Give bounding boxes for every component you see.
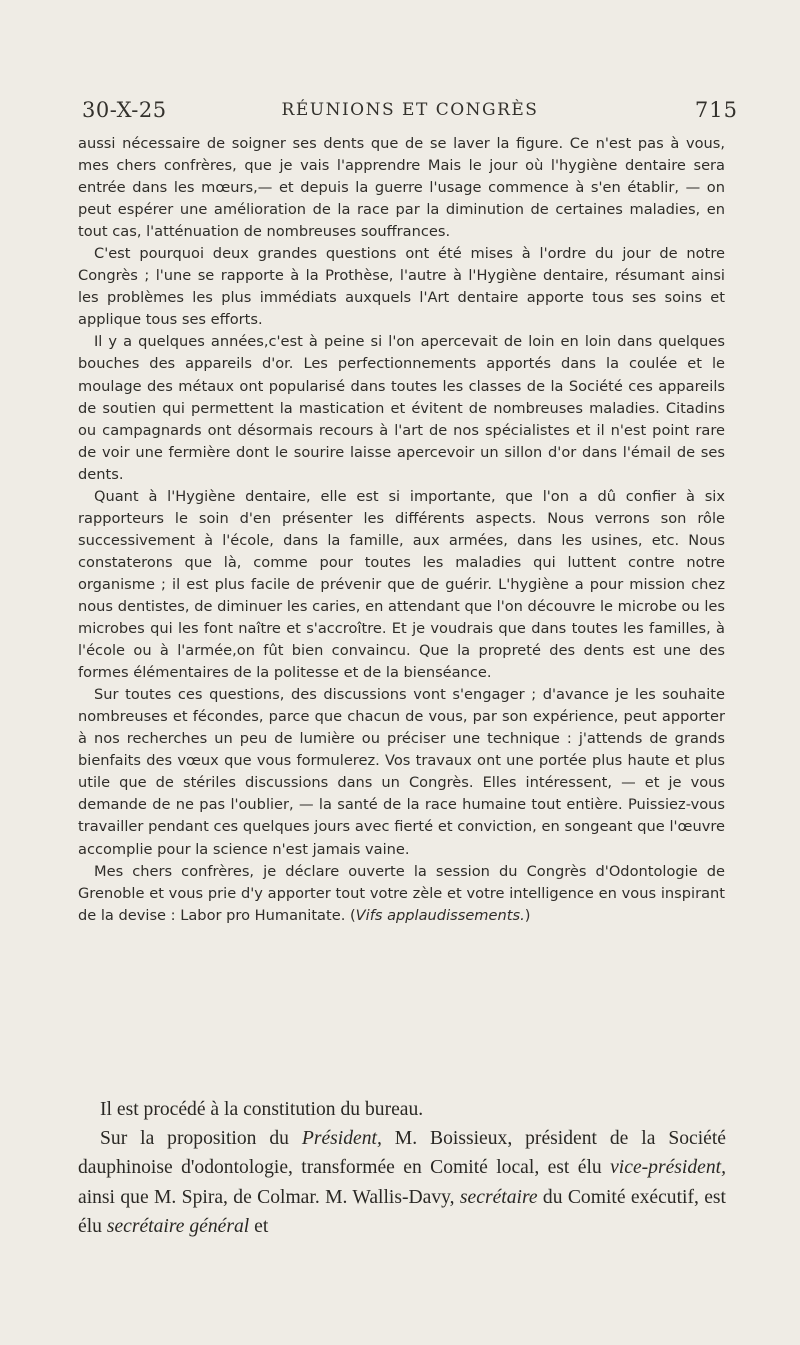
- applause-note: Vifs applaudissements.: [355, 906, 525, 924]
- minutes-text-run: M. Boissieux, président de la Société dauphinoise d'odontologie, transformée en Comité local, est élu: [78, 1128, 726, 1179]
- minutes-text-run: Sur la proposition du: [100, 1128, 302, 1150]
- minutes-text-run: ainsi que M. Spira, de Colmar. M. Wallis-Davy,: [78, 1186, 460, 1208]
- paragraph: aussi nécessaire de soigner ses dents que de se laver la figure. Ce n'est pas à vous, mes chers confrères, que je vais l'apprendre Mais le jour où l'hygiène dentaire sera entrée dans les mœurs,— et depuis la guerre l'usage commence à s'en établir, — on peut espérer une amélioration de la race par la diminution de certaines maladies, en tout cas, l'atténuation de nombreuses souffrances.: [78, 135, 725, 241]
- paragraph: C'est pourquoi deux grandes questions ont été mises à l'ordre du jour de notre Congrès ; l'une se rapporte à la Prothèse, l'autre à l'Hygiène dentaire, résumant ainsi les problèmes les plus immédiats auxquels l'Art dentaire apporte tous ses soins et applique tous ses efforts.: [78, 245, 725, 329]
- minutes-paragraph: Il est procédé à la constitution du bureau.: [100, 1099, 424, 1120]
- paragraph: [78, 861, 725, 927]
- title-president: Président,: [301, 1128, 382, 1150]
- page-number: 715: [694, 98, 738, 122]
- header-date: 30-X-25: [82, 98, 167, 122]
- paragraph-text: Mes chers confrères, je déclare ouverte la session du Congrès d'Odontologie de Grenoble et vous prie d'y apporter tout votre zèle et votre intelligence en vous inspirant de la devise : Labor pro Humanitate. (: [78, 862, 725, 924]
- minutes-text: [78, 1095, 726, 1241]
- paragraph: Sur toutes ces questions, des discussions vont s'engager ; d'avance je les souhaite nombreuses et fécondes, parce que chacun de vous, par son expérience, peut apporter à nos recherches un peu de lumière ou préciser une technique : j'attends de grands bienfaits des vœux que vous formulerez. Vos travaux ont une portée plus haute et plus utile que de stériles discussions dans un Congrès. Elles intéressent, — et je vous demande de ne pas l'oublier, — la santé de la race humaine tout entière. Puissiez-vous travailler pendant ces quelques jours avec fierté et conviction, en songeant que l'œuvre accomplie pour la science n'est jamais vaine.: [78, 686, 725, 858]
- minutes-text-run: du Comité exécutif, est élu: [78, 1186, 727, 1237]
- running-header: [82, 98, 738, 130]
- title-general-secretary: secrétaire général: [106, 1215, 250, 1237]
- title-vice-president: vice-président,: [610, 1157, 726, 1179]
- header-title: RÉUNIONS ET CONGRÈS: [281, 100, 539, 120]
- paragraph: Quant à l'Hygiène dentaire, elle est si importante, que l'on a dû confier à six rapporteurs le soin d'en présenter les différents aspects. Nous verrons son rôle successivement à l'école, dans la famille, aux armées, dans les usines, etc. Nous constaterons que là, comme pour toutes les maladies qui luttent contre notre organisme ; il est plus facile de prévenir que de guérir. L'hygiène a pour mission chez nous dentistes, de diminuer les caries, en attendant que l'on découvre le microbe ou les microbes qui les font naître et s'accroître. Et je voudrais que dans toutes les familles, à l'école ou à l'armée,on fût bien convaincu. Que la propreté des dents est une des formes élémentaires de la politesse et de la bienséance.: [78, 487, 725, 682]
- paragraph: Il y a quelques années,c'est à peine si l'on apercevait de loin en loin dans quelques bouches des appareils d'or. Les perfectionnements apportés dans la coulée et le moulage des métaux ont popularisé dans toutes les classes de la Société ces appareils de soutien qui permettent la mastication et évitent de nombreuses maladies. Citadins ou campagnards ont désormais recours à l'art de nos spécialistes et il n'est point rare de voir une fermière dont le sourire laisse apercevoir un sillon d'or dans l'émail de ses dents.: [78, 333, 725, 483]
- speech-text: [78, 133, 725, 927]
- title-secretary: secrétaire: [459, 1186, 538, 1208]
- minutes-text-run: et: [249, 1215, 269, 1237]
- minutes-paragraph: [78, 1124, 726, 1241]
- paragraph-text: ): [524, 906, 531, 924]
